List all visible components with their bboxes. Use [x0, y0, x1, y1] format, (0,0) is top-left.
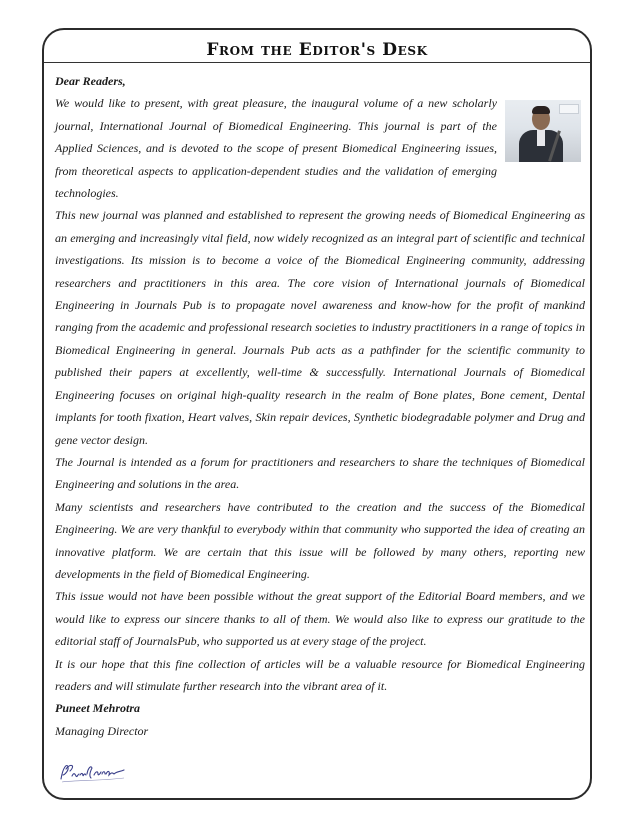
paragraph-intro: We would like to present, with great pleasure, the inaugural volume of a new scholarly journal, International Journal of Biomedical Engineering. This journal is part of the Applied Sciences, and is devoted to the scope of present Biomedical Engineering issues, from theoretical aspects to application-dependent studies and the validation of emerging technologies.: [55, 96, 497, 201]
title-divider: [44, 62, 590, 63]
paragraph-thanks: This issue would not have been possible without the great support of the Editorial Board members, and we would like to express our sincere thanks to all of them. We would also like to express our gratitude to the editorial staff of JournalsPub, who supported us at every stage of the project.: [55, 589, 585, 649]
backdrop-logo: [559, 104, 579, 114]
greeting: Dear Readers,: [55, 74, 126, 88]
signoff-role: Managing Director: [55, 723, 149, 738]
page-title: From the Editor's Desk: [206, 40, 428, 60]
paragraph-closing: It is our hope that this fine collection of articles will be a valuable resource for Biomedical Engineering readers and will stimulate further research into the vibrant area of it.: [55, 656, 585, 693]
paragraph-mission: This new journal was planned and established to represent the growing needs of Biomedical Engineering as an emerging and increasingly vital field, now widely recognized as an integral part of scientific and technical investigations. Its mission is to become a voice of the Biomedical Engineering community, addressing researchers and practitioners in this area. The core vision of International journals of Biomedical Engineering in Journals Pub is to propagate novel awareness and know-how for the profit of mankind ranging from the academic and professional research societies to industry practitioners in a range of topics in Biomedical Engineering in general. Journals Pub acts as a pathfinder for the scientific community to published their papers at excellently, well-time & successfully. International Journals of Biomedical Engineering focuses on original high-quality research in the realm of Bone plates, Bone cement, Dental implants for tooth fixation, Heart valves, Skin repair devices, Synthetic biodegradable polymer and Drug and gene vector design.: [55, 208, 585, 447]
paragraph-contributors: Many scientists and researchers have contributed to the creation and the success of the Biomedical Engineering. We are very thankful to everybody within that community who supported the idea of creating an innovative platform. We are certain that this issue will be followed by many others, reporting new developments in the field of Biomedical Engineering.: [55, 499, 585, 581]
paragraph-forum: The Journal is intended as a forum for practitioners and researchers to share the techniques of Biomedical Engineering and solutions in the area.: [55, 454, 585, 492]
editorial-body: [55, 70, 585, 742]
handwritten-signature: [58, 759, 130, 787]
editor-photo: [505, 100, 581, 162]
signoff-name: Puneet Mehrotra: [55, 701, 141, 716]
